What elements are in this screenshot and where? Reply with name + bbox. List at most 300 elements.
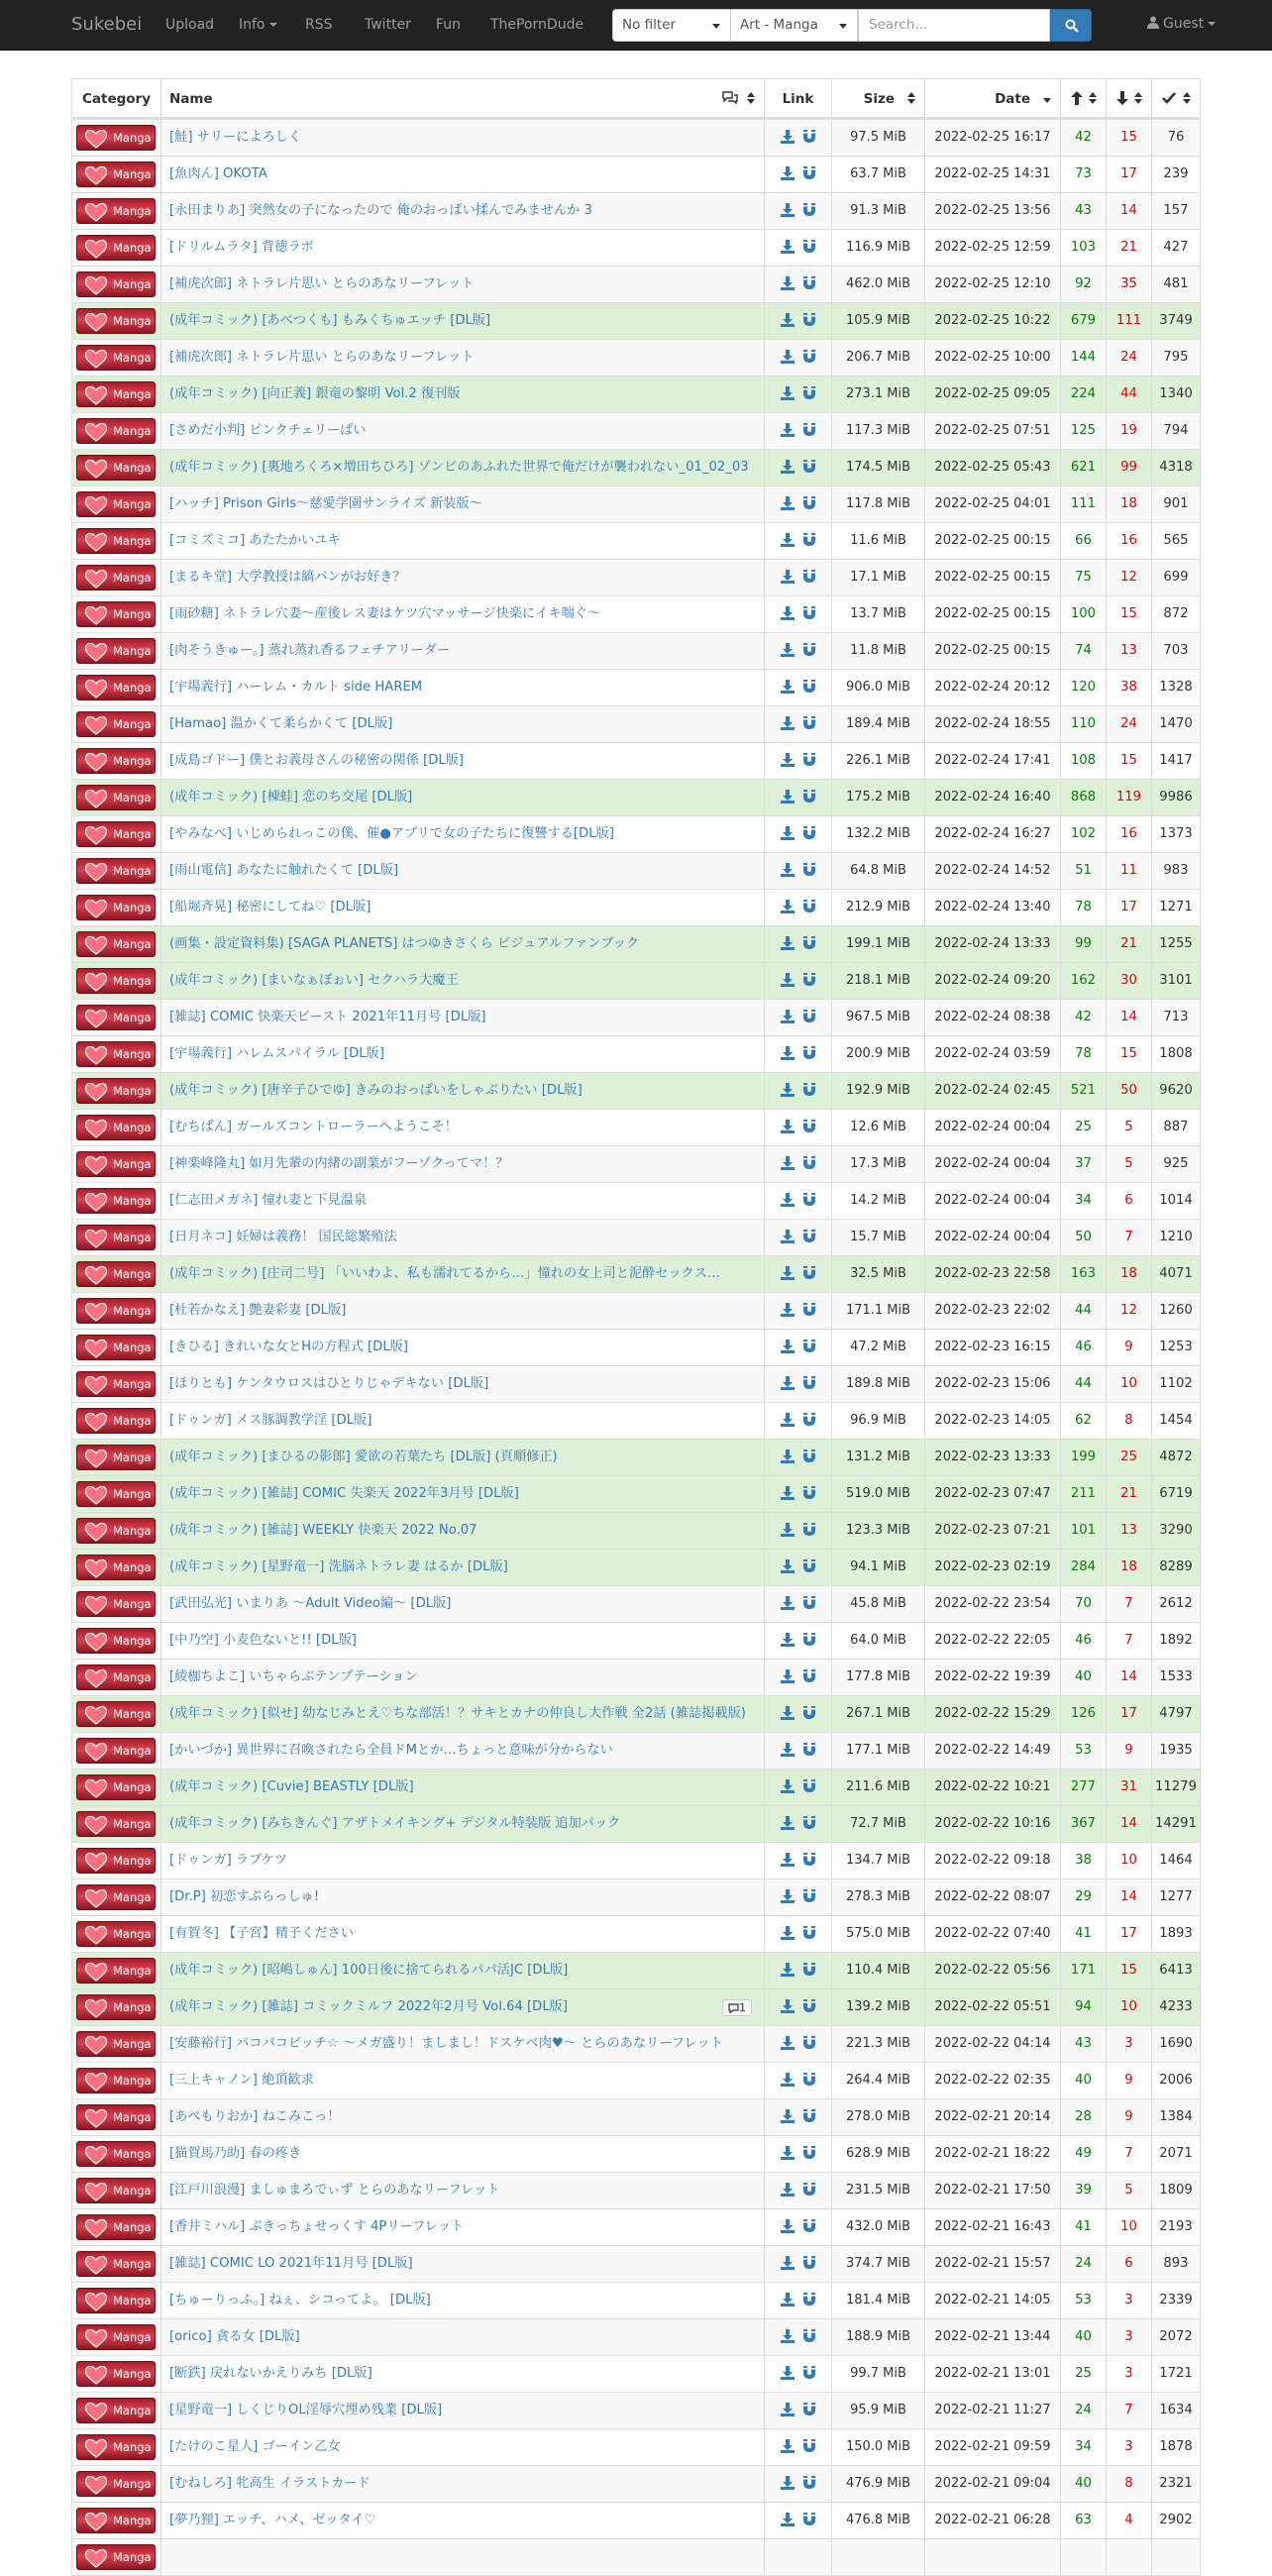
category-badge-manga[interactable] <box>76 785 156 810</box>
header-leechers[interactable] <box>1107 79 1152 117</box>
download-icon[interactable] <box>781 1779 795 1793</box>
category-badge-manga[interactable] <box>76 2031 156 2057</box>
category-badge-manga[interactable] <box>76 2508 156 2533</box>
category-badge-manga[interactable] <box>76 1774 156 1800</box>
magnet-icon[interactable] <box>802 1816 816 1830</box>
download-icon[interactable] <box>781 1853 795 1867</box>
download-icon[interactable] <box>781 1083 795 1097</box>
category-badge-manga[interactable] <box>76 675 156 700</box>
header-size[interactable] <box>832 79 925 117</box>
magnet-icon[interactable] <box>802 2329 816 2343</box>
torrent-title-link[interactable]: [綾枷ちよこ] いちゃらぶテンプテーション <box>169 1669 418 1684</box>
torrent-title-link[interactable]: [永田まりあ] 突然女の子になったので 俺のおっぱい揉んでみませんか 3 <box>169 203 592 218</box>
magnet-icon[interactable] <box>802 1303 816 1317</box>
magnet-icon[interactable] <box>802 790 816 804</box>
magnet-icon[interactable] <box>802 2109 816 2123</box>
magnet-icon[interactable] <box>802 313 816 327</box>
category-badge-manga[interactable] <box>76 2471 156 2497</box>
brand-logo[interactable]: Sukebei <box>71 14 143 35</box>
torrent-title-link[interactable]: (成年コミック) [みちきんぐ] アザトメイキング+ デジタル特装版 追加パック <box>169 1816 621 1831</box>
magnet-icon[interactable] <box>802 863 816 877</box>
download-icon[interactable] <box>781 1559 795 1573</box>
torrent-title-link[interactable]: (成年コミック) [あべつくも] もみくちゅエッチ [DL版] <box>169 313 491 328</box>
magnet-icon[interactable] <box>802 1559 816 1573</box>
torrent-title-link[interactable]: (成年コミック) [庄司二号] 「いいわよ、私も濡れてるから…」憧れの女上司と泥酔セックス… <box>169 1266 721 1281</box>
download-icon[interactable] <box>781 1743 795 1757</box>
magnet-icon[interactable] <box>802 1743 816 1757</box>
category-badge-manga[interactable] <box>76 2251 156 2277</box>
category-badge-manga[interactable] <box>76 2361 156 2387</box>
header-seeders[interactable] <box>1061 79 1107 117</box>
download-icon[interactable] <box>781 936 795 950</box>
torrent-title-link[interactable]: (成年コミック) [似せ] 幼なじみとえ♡ちな部活！？サキとカナの仲良し大作戦 全2話 (雑誌掲載版) <box>169 1706 746 1721</box>
category-badge-manga[interactable] <box>76 1225 156 1250</box>
magnet-icon[interactable] <box>802 386 816 400</box>
torrent-title-link[interactable]: [かいづか] 異世界に召喚されたら全員ドMとか…ちょっと意味が分からない <box>169 1743 613 1758</box>
download-icon[interactable] <box>781 973 795 987</box>
category-badge-manga[interactable] <box>76 1005 156 1030</box>
torrent-title-link[interactable]: (画集・設定資料集) [SAGA PLANETS] はつゆきさくら ビジュアルファンブック <box>169 936 640 951</box>
category-badge-manga[interactable] <box>76 1848 156 1874</box>
magnet-icon[interactable] <box>802 203 816 217</box>
torrent-title-link[interactable]: [宇場義行] ハーレム・カルト side HAREM <box>169 680 423 695</box>
category-badge-manga[interactable] <box>76 455 156 481</box>
torrent-title-link[interactable]: [きひる] きれいな女とHの方程式 [DL版] <box>169 1340 409 1354</box>
download-icon[interactable] <box>781 1010 795 1023</box>
magnet-icon[interactable] <box>802 1669 816 1683</box>
category-select[interactable] <box>731 9 858 42</box>
category-badge-manga[interactable] <box>76 1738 156 1764</box>
magnet-icon[interactable] <box>802 2293 816 2307</box>
magnet-icon[interactable] <box>802 1046 816 1060</box>
download-icon[interactable] <box>781 1230 795 1243</box>
magnet-icon[interactable] <box>802 533 816 547</box>
torrent-title-link[interactable]: (成年コミック) [Cuvie] BEASTLY [DL版] <box>169 1779 414 1794</box>
torrent-title-link[interactable]: [安藤裕行] パコパコビッチ☆ ～メガ盛り！ましまし！ドスケベ肉♥～ とらのあなリーフレット <box>169 2036 723 2051</box>
category-badge-manga[interactable] <box>76 1371 156 1397</box>
category-badge-manga[interactable] <box>76 601 156 627</box>
magnet-icon[interactable] <box>802 826 816 840</box>
download-icon[interactable] <box>781 2146 795 2160</box>
torrent-title-link[interactable]: [ハッチ] Prison Girls〜慈愛学園サンライズ 新装版〜 <box>169 496 482 511</box>
download-icon[interactable] <box>781 900 795 913</box>
torrent-title-link[interactable]: [武田弘光] いまりあ ～Adult Video編～ [DL版] <box>169 1596 452 1611</box>
download-icon[interactable] <box>781 2513 795 2526</box>
category-badge-manga[interactable] <box>76 1958 156 1984</box>
download-icon[interactable] <box>781 1669 795 1683</box>
download-icon[interactable] <box>781 1376 795 1390</box>
download-icon[interactable] <box>781 863 795 877</box>
download-icon[interactable] <box>781 203 795 217</box>
magnet-icon[interactable] <box>802 1266 816 1280</box>
category-badge-manga[interactable] <box>76 2324 156 2350</box>
category-badge-manga[interactable] <box>76 381 156 407</box>
torrent-title-link[interactable]: [補虎次郎] ネトラレ片思い とらのあなリーフレット <box>169 276 475 291</box>
download-icon[interactable] <box>781 1193 795 1207</box>
download-icon[interactable] <box>781 2329 795 2343</box>
magnet-icon[interactable] <box>802 276 816 290</box>
magnet-icon[interactable] <box>802 1010 816 1023</box>
category-badge-manga[interactable] <box>76 271 156 297</box>
magnet-icon[interactable] <box>802 2513 816 2526</box>
download-icon[interactable] <box>781 460 795 474</box>
magnet-icon[interactable] <box>802 1999 816 2013</box>
torrent-title-link[interactable]: [ドリルムラタ] 背徳ラボ <box>169 240 314 255</box>
torrent-title-link[interactable]: [Hamao] 温かくて柔らかくて [DL版] <box>169 716 393 731</box>
download-icon[interactable] <box>781 276 795 290</box>
download-icon[interactable] <box>781 2183 795 2197</box>
magnet-icon[interactable] <box>802 1413 816 1427</box>
torrent-title-link[interactable]: [orico] 貪る女 [DL版] <box>169 2329 300 2344</box>
category-badge-manga[interactable] <box>76 528 156 554</box>
magnet-icon[interactable] <box>802 1340 816 1353</box>
torrent-title-link[interactable]: [Dr.P] 初恋すぷらっしゅ! <box>169 1889 320 1904</box>
torrent-title-link[interactable]: (成年コミック) [雑誌] COMIC 失楽天 2022年3月号 [DL版] <box>169 1486 519 1501</box>
torrent-title-link[interactable]: (成年コミック) [雑誌] コミックミルフ 2022年2月号 Vol.64 [DL版] <box>169 1999 569 2014</box>
torrent-title-link[interactable]: (成年コミック) [裏地ろくろ×増田ちひろ] ゾンビのあふれた世界で俺だけが襲われない_01_02_03 <box>169 460 749 475</box>
download-icon[interactable] <box>781 1303 795 1317</box>
torrent-title-link[interactable]: [雨砂糖] ネトラレ穴妻〜産後レス妻はケツ穴マッサージ快楽にイキ喘ぐ〜 <box>169 606 601 621</box>
magnet-icon[interactable] <box>802 1120 816 1133</box>
download-icon[interactable] <box>781 2219 795 2233</box>
download-icon[interactable] <box>781 643 795 657</box>
category-badge-manga[interactable] <box>76 1261 156 1287</box>
category-badge-manga[interactable] <box>76 895 156 920</box>
torrent-title-link[interactable]: [コミズミコ] あたたかいユキ <box>169 533 341 548</box>
magnet-icon[interactable] <box>802 1853 816 1867</box>
category-badge-manga[interactable] <box>76 2214 156 2240</box>
magnet-icon[interactable] <box>802 1596 816 1610</box>
category-badge-manga[interactable] <box>76 1298 156 1324</box>
download-icon[interactable] <box>781 790 795 804</box>
category-badge-manga[interactable] <box>76 1151 156 1177</box>
download-icon[interactable] <box>781 1486 795 1500</box>
category-badge-manga[interactable] <box>76 125 156 151</box>
category-cell <box>72 1660 161 1695</box>
category-badge-manga[interactable] <box>76 2398 156 2423</box>
name-cell <box>161 2466 765 2502</box>
download-icon[interactable] <box>781 496 795 510</box>
download-icon[interactable] <box>781 2256 795 2270</box>
category-badge-manga[interactable] <box>76 931 156 957</box>
nav-rss[interactable]: RSS <box>305 17 333 33</box>
magnet-icon[interactable] <box>802 973 816 987</box>
magnet-icon[interactable] <box>802 1779 816 1793</box>
category-badge-manga[interactable] <box>76 565 156 590</box>
category-badge-manga[interactable] <box>76 821 156 847</box>
link-cell <box>765 596 832 632</box>
torrent-title-link[interactable]: [さめだ小判] ピンクチェリーぱい <box>169 423 367 438</box>
category-badge-manga[interactable] <box>76 1884 156 1910</box>
magnet-icon[interactable] <box>802 680 816 694</box>
category-badge-manga[interactable] <box>76 1664 156 1690</box>
magnet-icon[interactable] <box>802 1156 816 1170</box>
torrent-title-link[interactable]: [成島ゴドー] 僕とお義母さんの秘密の関係 [DL版] <box>169 753 465 768</box>
download-icon[interactable] <box>781 570 795 584</box>
category-badge-manga[interactable] <box>76 2178 156 2203</box>
magnet-icon[interactable] <box>802 2036 816 2050</box>
magnet-icon[interactable] <box>802 2219 816 2233</box>
category-badge-manga[interactable] <box>76 2288 156 2313</box>
category-badge-manga[interactable] <box>76 1481 156 1507</box>
size-cell: 13.7 MiB <box>832 596 925 632</box>
nav-twitter[interactable]: Twitter <box>365 17 411 33</box>
magnet-icon[interactable] <box>802 2183 816 2197</box>
category-badge-manga[interactable] <box>76 858 156 884</box>
download-icon[interactable] <box>781 1449 795 1463</box>
nav-fun[interactable]: Fun <box>436 17 462 33</box>
magnet-icon[interactable] <box>802 1449 816 1463</box>
search-input[interactable]: Search... <box>858 9 1050 42</box>
download-icon[interactable] <box>781 1706 795 1720</box>
category-badge-manga[interactable] <box>76 1921 156 1947</box>
download-icon[interactable] <box>781 386 795 400</box>
download-icon[interactable] <box>781 1413 795 1427</box>
torrent-title-link[interactable]: (成年コミック) [唐辛子ひでゆ] きみのおっぱいをしゃぶりたい [DL版] <box>169 1083 583 1098</box>
torrent-title-link[interactable]: [ちゅーりっふ。] ねぇ、シコってよ。 [DL版] <box>169 2293 431 2308</box>
torrent-title-link[interactable]: [魚肉ん] OKOTA <box>169 166 267 181</box>
completed-cell: 1808 <box>1159 1046 1193 1061</box>
user-menu[interactable] <box>1147 16 1216 32</box>
download-icon[interactable] <box>781 2073 795 2087</box>
download-icon[interactable] <box>781 1523 795 1537</box>
download-icon[interactable] <box>781 240 795 254</box>
torrent-title-link[interactable]: [仁志田メガネ] 憧れ妻と下見温泉 <box>169 1193 368 1208</box>
torrent-title-link[interactable]: [あべもりおか] ねこみこっ！ <box>169 2109 341 2124</box>
magnet-icon[interactable] <box>802 1083 816 1097</box>
download-icon[interactable] <box>781 1266 795 1280</box>
category-badge-manga[interactable] <box>76 345 156 371</box>
header-completed[interactable] <box>1152 79 1200 117</box>
category-badge-manga[interactable] <box>76 2434 156 2460</box>
torrent-title-link[interactable]: [神楽峰隆丸] 如月先輩の内緒の副業がフーゾクってマ！？ <box>169 1156 509 1171</box>
download-icon[interactable] <box>781 716 795 730</box>
magnet-icon[interactable] <box>802 643 816 657</box>
download-icon[interactable] <box>781 423 795 437</box>
torrent-title-link[interactable]: [ほりとも] ケンタウロスはひとりじゃデキない [DL版] <box>169 1376 489 1391</box>
torrent-title-link[interactable]: [やみなべ] いじめられっこの僕、催●アプリで女の子たちに復讐する[DL版] <box>169 826 614 841</box>
category-badge-manga[interactable] <box>76 1445 156 1470</box>
magnet-icon[interactable] <box>802 1230 816 1243</box>
magnet-icon[interactable] <box>802 1926 816 1940</box>
torrent-title-link[interactable]: [雑誌] COMIC 快楽天ビースト 2021年11月号 [DL版] <box>169 1010 486 1024</box>
torrent-title-link[interactable]: (成年コミック) [向正義] 銀竜の黎明 Vol.2 復刊版 <box>169 386 461 401</box>
torrent-title-link[interactable]: [船堀斉晃] 秘密にしてね♡ [DL版] <box>169 900 371 914</box>
magnet-icon[interactable] <box>802 1523 816 1537</box>
category-badge-manga[interactable] <box>76 1115 156 1140</box>
comments-badge[interactable] <box>722 1999 752 2016</box>
magnet-icon[interactable] <box>802 240 816 254</box>
torrent-title-link[interactable]: [むちぱん] ガールズコントローラーへようこそ！ <box>169 1120 458 1134</box>
magnet-icon[interactable] <box>802 2366 816 2380</box>
torrent-title-link[interactable]: [香井ミハル] ぶきっちょせっくす 4Pリーフレット <box>169 2219 465 2234</box>
category-badge-manga[interactable] <box>76 711 156 737</box>
seeders-cell: 25 <box>1061 1110 1107 1145</box>
nav-upload[interactable]: Upload <box>165 17 215 33</box>
magnet-icon[interactable] <box>802 1889 816 1903</box>
magnet-icon[interactable] <box>802 1633 816 1647</box>
nav-info[interactable] <box>239 17 277 33</box>
torrent-title-link[interactable]: (成年コミック) [昭嶋しゅん] 100日後に捨てられるパパ活JC [DL版] <box>169 1963 569 1978</box>
download-icon[interactable] <box>781 130 795 144</box>
download-icon[interactable] <box>781 1889 795 1903</box>
download-icon[interactable] <box>781 313 795 327</box>
category-badge-manga[interactable] <box>76 1555 156 1580</box>
magnet-icon[interactable] <box>802 716 816 730</box>
torrent-title-link[interactable]: [中乃空] 小麦色ないと!! [DL版] <box>169 1633 357 1648</box>
category-badge-manga[interactable] <box>76 1591 156 1617</box>
torrent-title-link[interactable]: [鮭] サリーによろしく <box>169 130 302 145</box>
header-category[interactable]: Category <box>72 79 161 117</box>
download-icon[interactable] <box>781 2476 795 2490</box>
category-badge-manga[interactable] <box>76 1041 156 1067</box>
completed-cell: 2072 <box>1159 2329 1193 2344</box>
magnet-icon[interactable] <box>802 166 816 180</box>
category-badge-manga[interactable] <box>76 1518 156 1544</box>
category-badge-manga[interactable] <box>76 2141 156 2167</box>
category-badge-manga[interactable] <box>76 2104 156 2130</box>
download-icon[interactable] <box>781 533 795 547</box>
download-icon[interactable] <box>781 1120 795 1133</box>
magnet-icon[interactable] <box>802 496 816 510</box>
download-icon[interactable] <box>781 753 795 767</box>
magnet-icon[interactable] <box>802 900 816 913</box>
torrent-title-link[interactable]: (成年コミック) [星野竜一] 洗脳ネトラレ妻 はるか [DL版] <box>169 1559 508 1574</box>
download-icon[interactable] <box>781 826 795 840</box>
download-icon[interactable] <box>781 166 795 180</box>
download-icon[interactable] <box>781 680 795 694</box>
category-badge-manga[interactable] <box>76 1811 156 1837</box>
magnet-icon[interactable] <box>802 570 816 584</box>
header-name[interactable] <box>161 79 765 117</box>
link-cell <box>765 2393 832 2428</box>
download-icon[interactable] <box>781 1633 795 1647</box>
magnet-icon[interactable] <box>802 2439 816 2453</box>
download-icon[interactable] <box>781 1999 795 2013</box>
category-cell <box>72 1183 161 1219</box>
torrent-title-link[interactable]: [夢乃狸] エッチ、ハメ、ゼッタイ♡ <box>169 2513 376 2527</box>
category-badge-manga[interactable] <box>76 1701 156 1727</box>
magnet-icon[interactable] <box>802 2403 816 2416</box>
header-name-label: Name <box>169 91 213 107</box>
torrent-title-link[interactable]: [むねしろ] 牝高生 イラストカード <box>169 2476 371 2491</box>
torrent-title-link[interactable]: [まるキ堂] 大学教授は縞パンがお好き？ <box>169 570 406 585</box>
download-icon[interactable] <box>781 1046 795 1060</box>
magnet-icon[interactable] <box>802 936 816 950</box>
torrent-title-link[interactable]: (成年コミック) [雑誌] WEEKLY 快楽天 2022 No.07 <box>169 1523 477 1538</box>
category-badge-manga[interactable] <box>76 2068 156 2093</box>
date-cell: 2022-02-24 09:20 <box>925 963 1061 999</box>
download-icon[interactable] <box>781 1596 795 1610</box>
magnet-icon[interactable] <box>802 2073 816 2087</box>
magnet-icon[interactable] <box>802 130 816 144</box>
magnet-icon[interactable] <box>802 1193 816 1207</box>
torrent-title-link[interactable]: [宇場義行] ハレムスパイラル [DL版] <box>169 1046 384 1061</box>
category-badge-manga[interactable] <box>76 198 156 224</box>
torrent-title-link[interactable]: [補虎次郎] ネトラレ片思い とらのあなリーフレット <box>169 350 475 365</box>
download-icon[interactable] <box>781 2403 795 2416</box>
download-icon[interactable] <box>781 2439 795 2453</box>
category-badge-manga[interactable] <box>76 1628 156 1654</box>
magnet-icon[interactable] <box>802 1963 816 1977</box>
category-badge-manga[interactable] <box>76 235 156 261</box>
download-icon[interactable] <box>781 1156 795 1170</box>
download-icon[interactable] <box>781 2036 795 2050</box>
category-badge-manga[interactable] <box>76 2544 156 2570</box>
torrent-title-link[interactable]: [星野竜一] しくじりOL淫辱穴埋め残業 [DL版] <box>169 2403 443 2417</box>
category-badge-manga[interactable] <box>76 638 156 664</box>
torrent-title-link[interactable]: [日月ネコ] 妊婦は義務！ 国民総繁殖法 <box>169 1230 397 1244</box>
category-badge-manga[interactable] <box>76 1078 156 1104</box>
header-date[interactable] <box>925 79 1061 117</box>
torrent-title-link[interactable]: [雨山電信] あなたに触れたくて [DL版] <box>169 863 399 878</box>
download-icon[interactable] <box>781 1340 795 1353</box>
magnet-icon[interactable] <box>802 460 816 474</box>
torrent-title-link[interactable]: (成年コミック) [まひるの影郎] 愛欲の若葉たち [DL版] (頁順修正) <box>169 1449 558 1464</box>
magnet-icon[interactable] <box>802 2256 816 2270</box>
category-badge-manga[interactable] <box>76 1188 156 1214</box>
category-badge-manga[interactable] <box>76 418 156 444</box>
link-cell <box>765 743 832 779</box>
torrent-title-link[interactable]: [雑誌] COMIC LO 2021年11月号 [DL版] <box>169 2256 413 2271</box>
download-icon[interactable] <box>781 1816 795 1830</box>
heart-icon <box>83 1412 109 1432</box>
torrent-title-link[interactable]: (成年コミック) [棟蛙] 恋のち交尾 [DL版] <box>169 790 413 805</box>
torrent-title-link[interactable]: (成年コミック) [まいなぁぼぉい] セクハラ大魔王 <box>169 973 459 988</box>
category-badge-manga[interactable] <box>76 161 156 187</box>
category-badge-manga[interactable] <box>76 748 156 774</box>
search-button[interactable] <box>1050 9 1092 42</box>
filter-select[interactable] <box>612 9 731 42</box>
magnet-icon[interactable] <box>802 1376 816 1390</box>
category-cell <box>72 1220 161 1255</box>
torrent-title-link[interactable]: [断鉄] 戻れないかえりみち [DL版] <box>169 2366 372 2381</box>
magnet-icon[interactable] <box>802 1486 816 1500</box>
torrent-title-link[interactable]: [杜若かなえ] 艶妻彩妻 [DL版] <box>169 1303 347 1318</box>
category-badge-manga[interactable] <box>76 1408 156 1434</box>
torrent-title-link[interactable]: [ドゥンガ] メス豚調教学淫 [DL版] <box>169 1413 372 1428</box>
torrent-title-link[interactable]: [たけのこ星人] ゴーイン乙女 <box>169 2439 341 2454</box>
download-icon[interactable] <box>781 350 795 364</box>
magnet-icon[interactable] <box>802 423 816 437</box>
magnet-icon[interactable] <box>802 606 816 620</box>
magnet-icon[interactable] <box>802 2476 816 2490</box>
category-badge-manga[interactable] <box>76 308 156 334</box>
torrent-title-link[interactable]: [三上キャノン] 絶頂歓求 <box>169 2073 314 2088</box>
download-icon[interactable] <box>781 2293 795 2307</box>
category-badge-manga[interactable] <box>76 1335 156 1360</box>
torrent-title-link[interactable]: [有賀冬] 【子宮】精子ください <box>169 1926 354 1941</box>
nav-theporndude[interactable]: ThePornDude <box>490 17 584 33</box>
download-icon[interactable] <box>781 2109 795 2123</box>
magnet-icon[interactable] <box>802 1706 816 1720</box>
category-badge-manga[interactable] <box>76 491 156 517</box>
category-badge-manga[interactable] <box>76 968 156 994</box>
torrent-title-link[interactable]: [肉そうきゅー。] 蒸れ蒸れ香るフェチアリーダー <box>169 643 451 658</box>
download-icon[interactable] <box>781 1926 795 1940</box>
magnet-icon[interactable] <box>802 2146 816 2160</box>
download-icon[interactable] <box>781 606 795 620</box>
torrent-title-link[interactable]: [ドゥンガ] ラブケツ <box>169 1853 288 1868</box>
category-badge-manga[interactable] <box>76 1994 156 2020</box>
magnet-icon[interactable] <box>802 753 816 767</box>
magnet-icon[interactable] <box>802 350 816 364</box>
torrent-title-link[interactable]: [猫賀馬乃助] 春の疼き <box>169 2146 302 2161</box>
link-cell <box>765 1440 832 1475</box>
download-icon[interactable] <box>781 2366 795 2380</box>
torrent-title-link[interactable]: [江戸川浪漫] ましゅまろでぃず とらのあなリーフレット <box>169 2183 500 2198</box>
download-icon[interactable] <box>781 1963 795 1977</box>
